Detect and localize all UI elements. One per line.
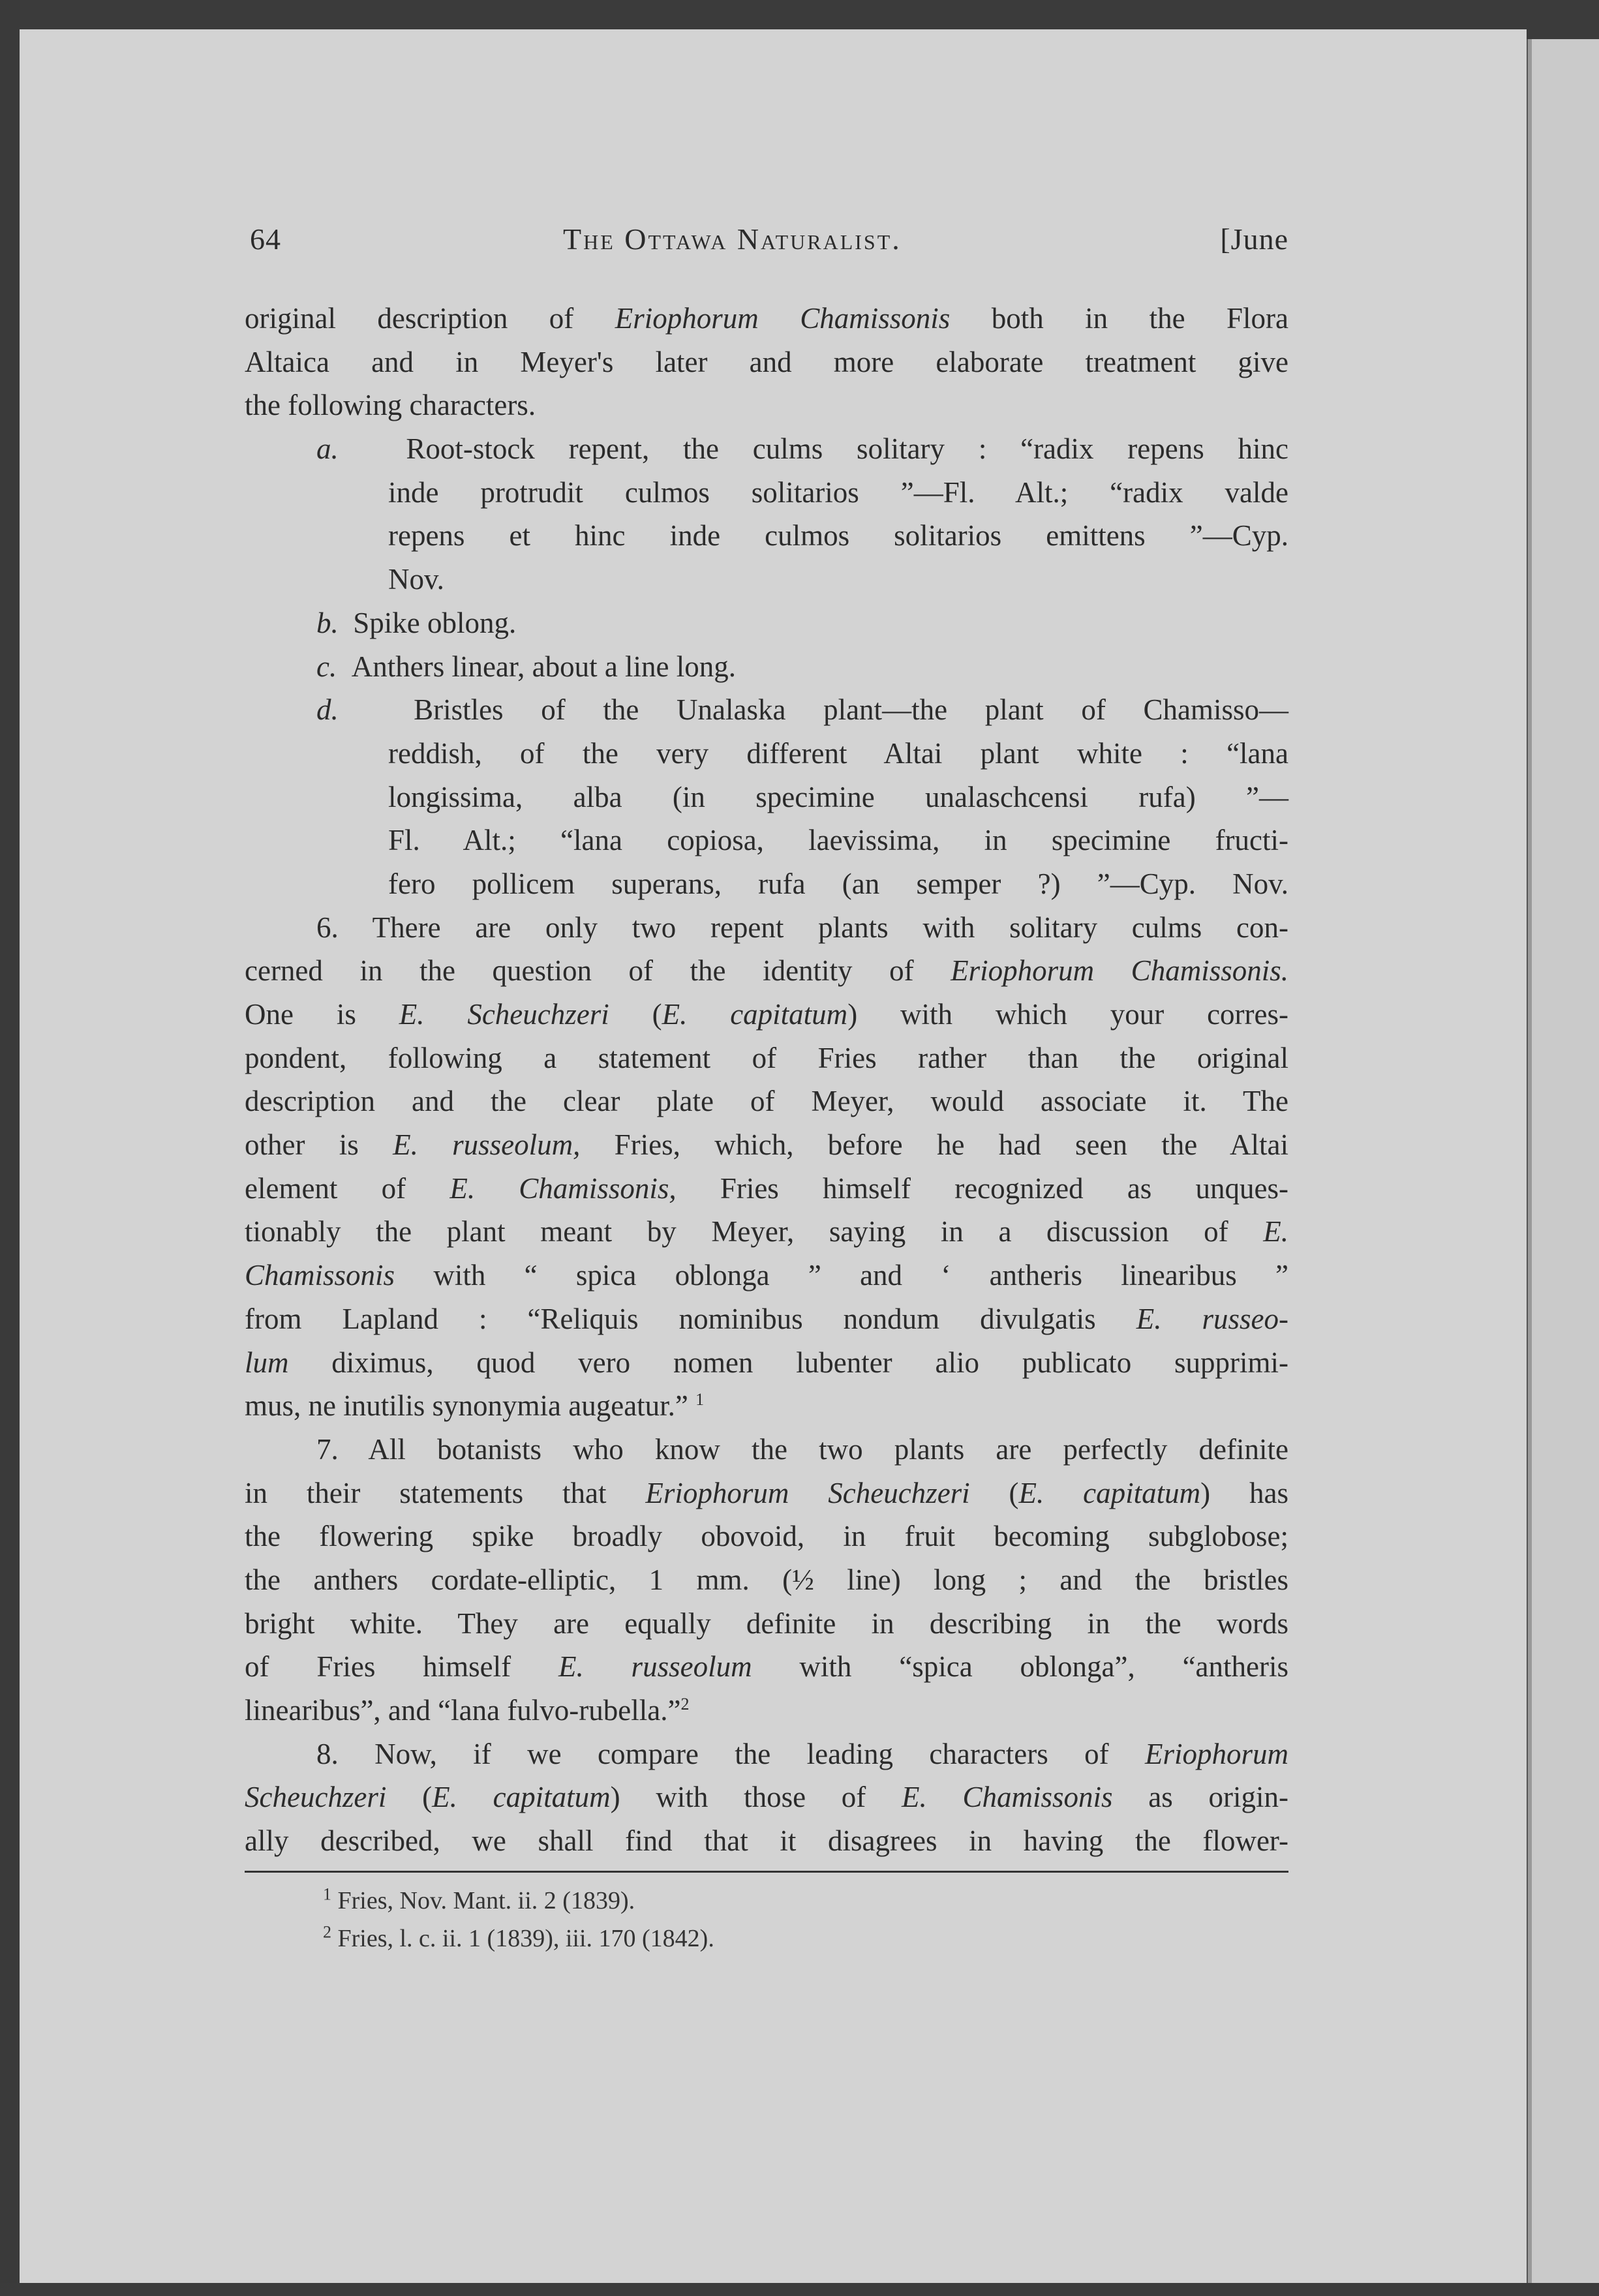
facing-page-shadow xyxy=(1528,39,1532,2296)
list-item-d-line: Fl. Alt.; “lana copiosa, laevissima, in specimine fructi- xyxy=(388,824,1288,857)
body-line: the following characters. xyxy=(245,389,536,422)
list-item-b: b. Spike oblong. xyxy=(316,606,517,639)
paragraph-6-line: element of E. Chamissonis, Fries himself recognized as unques- xyxy=(245,1171,1288,1205)
paragraph-6-line: description and the clear plate of Meyer, would associate it. The xyxy=(245,1085,1288,1118)
paragraph-6-line: pondent, following a statement of Fries rather than the original xyxy=(245,1041,1288,1074)
paragraph-7-line: linearibus”, and “lana fulvo-rubella.”$^2$ xyxy=(245,1694,690,1727)
footnote-rule xyxy=(245,1871,1288,1873)
paragraph-7-line: bright white. They are equally definite in describing in the words xyxy=(245,1607,1288,1640)
scan-border-left xyxy=(0,0,20,2296)
page-number: 64 xyxy=(250,222,281,256)
list-item-a: a. Root-stock repent, the culms solitary : “radix repens hinc xyxy=(316,432,1288,466)
article-body xyxy=(245,297,1288,1863)
paragraph-8-line: ally described, we shall find that it disagrees in having the flower- xyxy=(245,1824,1288,1858)
scan-border-bottom xyxy=(0,2283,1599,2296)
list-item-a-line: Nov. xyxy=(388,563,444,596)
body-line: original description of Eriophorum Chamissonis both in the Flora xyxy=(245,302,1288,335)
paragraph-8-line: Scheuchzeri (E. capitatum) with those of E. Chamissonis as origin- xyxy=(245,1781,1288,1814)
paragraph-7-line: of Fries himself E. russeolum with “spica oblonga”, “antheris xyxy=(245,1650,1288,1684)
paragraph-6-line: cerned in the question of the identity of Eriophorum Chamissonis. xyxy=(245,954,1288,988)
facing-page-edge xyxy=(1528,39,1599,2296)
paragraph-6-line: One is E. Scheuchzeri (E. capitatum) with which your corres- xyxy=(245,998,1288,1031)
list-item-d-line: reddish, of the very different Altai plant white : “lana xyxy=(388,736,1288,770)
paragraph-7-line: the anthers cordate-elliptic, 1 mm. (½ line) long ; and the bristles xyxy=(245,1563,1288,1596)
list-item-a-line: repens et hinc inde culmos solitarios emittens ”—Cyp. xyxy=(388,519,1288,552)
paragraph-7-line: in their statements that Eriophorum Scheuchzeri (E. capitatum) has xyxy=(245,1476,1288,1509)
footnote-ref: 2 xyxy=(680,1695,690,1714)
footnote-1: $^1$ Fries, Nov. Mant. ii. 2 (1839). xyxy=(323,1884,635,1914)
list-item-d: d. Bristles of the Unalaska plant—the plant of Chamisso— xyxy=(316,693,1288,727)
paragraph-7-line: the flowering spike broadly obovoid, in fruit becoming subglobose; xyxy=(245,1520,1288,1553)
paragraph-6-line: 6. There are only two repent plants with solitary culms con- xyxy=(316,911,1288,944)
footnotes xyxy=(323,1882,1236,1957)
running-header xyxy=(245,222,1288,267)
journal-title: The Ottawa Naturalist. xyxy=(563,222,902,256)
paragraph-6-line: lum diximus, quod vero nomen lubenter alio publicato supprimi- xyxy=(245,1346,1288,1379)
list-item-c: c. Anthers linear, about a line long. xyxy=(316,650,737,683)
paragraph-6-line: from Lapland : “Reliquis nominibus nondum divulgatis E. russeo- xyxy=(245,1302,1288,1335)
paragraph-6-line: tionably the plant meant by Meyer, saying in a discussion of E. xyxy=(245,1215,1288,1248)
footnote-ref: 1 xyxy=(695,1390,705,1410)
list-item-d-line: longissima, alba (in specimine unalaschcensi rufa) ”— xyxy=(388,780,1288,813)
list-item-d-line: fero pollicem superans, rufa (an semper ?) ”—Cyp. Nov. xyxy=(388,867,1288,900)
paragraph-8-line: 8. Now, if we compare the leading characters of Eriophorum xyxy=(316,1737,1288,1770)
issue-month: [June xyxy=(1220,222,1288,256)
footnote-2: $^2$ Fries, l. c. ii. 1 (1839), iii. 170 (1842). xyxy=(323,1922,714,1952)
paragraph-7-line: 7. All botanists who know the two plants are perfectly definite xyxy=(316,1432,1288,1466)
list-item-a-line: inde protrudit culmos solitarios ”—Fl. Alt.; “radix valde xyxy=(388,476,1288,509)
body-line: Altaica and in Meyer's later and more elaborate treatment give xyxy=(245,345,1288,378)
paragraph-6-line: other is E. russeolum, Fries, which, before he had seen the Altai xyxy=(245,1128,1289,1162)
paragraph-6-line: mus, ne inutilis synonymia augeatur.” $^1$ xyxy=(245,1389,705,1423)
paragraph-6-line: Chamissonis with “ spica oblonga ” and ‘ antheris linearibus ” xyxy=(245,1259,1288,1292)
